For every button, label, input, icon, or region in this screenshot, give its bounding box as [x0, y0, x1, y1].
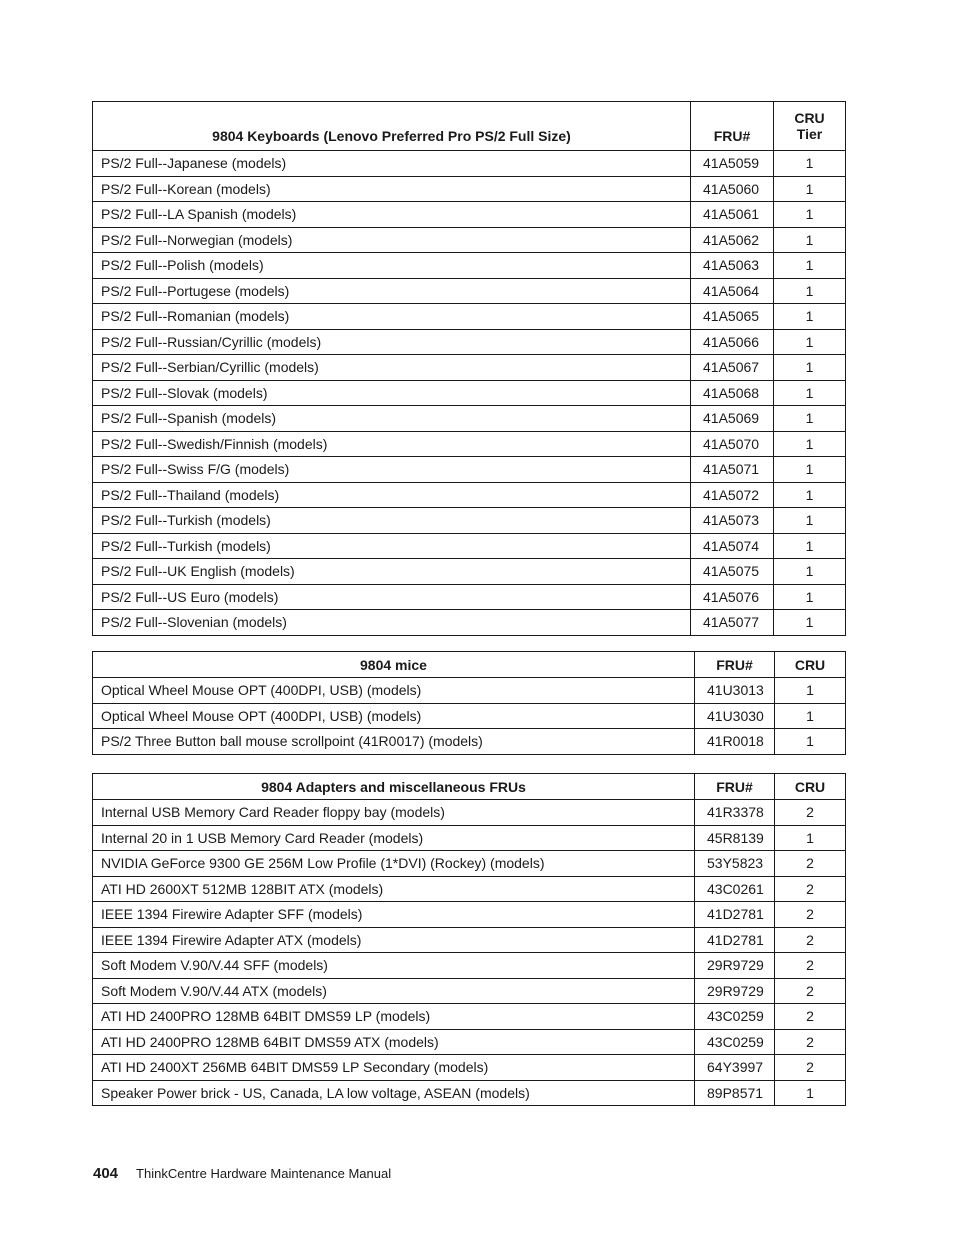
row-description: PS/2 Full--Slovak (models) [93, 380, 691, 406]
page-footer [93, 1165, 391, 1182]
row-fru-number: 41A5074 [691, 533, 774, 559]
row-cru-value: 1 [774, 176, 846, 202]
row-cru-value: 1 [774, 431, 846, 457]
table-row [93, 825, 846, 851]
row-fru-number: 89P8571 [695, 1080, 775, 1106]
cru-tier-column-header [774, 102, 846, 151]
keyboards-table-title: 9804 Keyboards (Lenovo Preferred Pro PS/2 Full Size) [93, 102, 691, 151]
row-fru-number: 41A5077 [691, 610, 774, 636]
row-fru-number: 41A5060 [691, 176, 774, 202]
row-fru-number: 43C0259 [695, 1004, 775, 1030]
row-fru-number: 29R9729 [695, 953, 775, 979]
row-description: PS/2 Full--Thailand (models) [93, 482, 691, 508]
row-fru-number: 41A5065 [691, 304, 774, 330]
row-cru-value: 1 [774, 380, 846, 406]
row-fru-number: 41R3378 [695, 800, 775, 826]
row-cru-value: 2 [775, 851, 846, 877]
row-description: PS/2 Full--Polish (models) [93, 253, 691, 279]
row-cru-value: 1 [774, 151, 846, 177]
fru-column-header: FRU# [691, 102, 774, 151]
row-cru-value: 1 [774, 559, 846, 585]
table-row [93, 304, 846, 330]
row-fru-number: 45R8139 [695, 825, 775, 851]
table-row [93, 253, 846, 279]
row-description: PS/2 Full--Slovenian (models) [93, 610, 691, 636]
row-cru-value: 1 [774, 202, 846, 228]
row-description: Speaker Power brick - US, Canada, LA low voltage, ASEAN (models) [93, 1080, 695, 1106]
row-cru-value: 2 [775, 876, 846, 902]
table-header-row [93, 102, 846, 151]
table-row [93, 678, 846, 704]
table-row [93, 406, 846, 432]
table-row [93, 953, 846, 979]
page-number: 404 [93, 1165, 119, 1182]
table-header-row [93, 774, 846, 800]
table-row [93, 508, 846, 534]
row-cru-value: 1 [774, 304, 846, 330]
row-fru-number: 41A5073 [691, 508, 774, 534]
row-fru-number: 41A5059 [691, 151, 774, 177]
table-row [93, 584, 846, 610]
cru-header-line: CRU [794, 110, 825, 126]
row-cru-value: 1 [775, 1080, 846, 1106]
table-row [93, 355, 846, 381]
table-row [93, 533, 846, 559]
row-cru-value: 1 [774, 329, 846, 355]
adapters-rows [93, 800, 846, 1106]
row-fru-number: 64Y3997 [695, 1055, 775, 1081]
row-cru-value: 2 [775, 800, 846, 826]
table-row [93, 851, 846, 877]
row-description: PS/2 Full--US Euro (models) [93, 584, 691, 610]
manual-title: ThinkCentre Hardware Maintenance Manual [136, 1166, 392, 1181]
adapters-table [92, 773, 846, 1106]
row-cru-value: 2 [775, 927, 846, 953]
row-description: PS/2 Full--Swiss F/G (models) [93, 457, 691, 483]
row-description: Internal USB Memory Card Reader floppy bay (models) [93, 800, 695, 826]
table-row [93, 482, 846, 508]
row-description: PS/2 Full--Serbian/Cyrillic (models) [93, 355, 691, 381]
fru-column-header: FRU# [695, 652, 775, 678]
row-fru-number: 41A5061 [691, 202, 774, 228]
row-fru-number: 29R9729 [695, 978, 775, 1004]
table-row [93, 380, 846, 406]
row-description: PS/2 Full--Romanian (models) [93, 304, 691, 330]
row-description: PS/2 Full--Japanese (models) [93, 151, 691, 177]
row-cru-value: 2 [775, 953, 846, 979]
row-fru-number: 41A5063 [691, 253, 774, 279]
table-row [93, 800, 846, 826]
row-cru-value: 2 [775, 1004, 846, 1030]
table-row [93, 329, 846, 355]
mice-table [92, 651, 846, 755]
table-row [93, 978, 846, 1004]
fru-column-header: FRU# [695, 774, 775, 800]
row-description: ATI HD 2400PRO 128MB 64BIT DMS59 LP (models) [93, 1004, 695, 1030]
row-fru-number: 41A5067 [691, 355, 774, 381]
row-description: PS/2 Full--Korean (models) [93, 176, 691, 202]
row-cru-value: 1 [775, 703, 846, 729]
row-cru-value: 1 [774, 533, 846, 559]
row-description: PS/2 Full--Russian/Cyrillic (models) [93, 329, 691, 355]
table-row [93, 457, 846, 483]
row-description: Soft Modem V.90/V.44 ATX (models) [93, 978, 695, 1004]
table-row [93, 610, 846, 636]
row-cru-value: 2 [775, 978, 846, 1004]
row-description: PS/2 Full--Norwegian (models) [93, 227, 691, 253]
keyboards-rows [93, 151, 846, 636]
row-fru-number: 41D2781 [695, 902, 775, 928]
cru-column-header: CRU [775, 652, 846, 678]
keyboards-table [92, 101, 846, 636]
row-fru-number: 41R0018 [695, 729, 775, 755]
row-cru-value: 1 [774, 482, 846, 508]
table-header-row [93, 652, 846, 678]
row-description: IEEE 1394 Firewire Adapter SFF (models) [93, 902, 695, 928]
table-row [93, 1029, 846, 1055]
table-row [93, 703, 846, 729]
row-fru-number: 43C0259 [695, 1029, 775, 1055]
row-description: PS/2 Full--LA Spanish (models) [93, 202, 691, 228]
row-cru-value: 1 [774, 457, 846, 483]
row-cru-value: 1 [774, 253, 846, 279]
table-row [93, 227, 846, 253]
row-cru-value: 2 [775, 1055, 846, 1081]
row-cru-value: 1 [775, 678, 846, 704]
row-fru-number: 41A5069 [691, 406, 774, 432]
table-row [93, 559, 846, 585]
row-cru-value: 1 [775, 729, 846, 755]
tier-header-line: Tier [796, 126, 823, 142]
table-row [93, 1080, 846, 1106]
table-row [93, 176, 846, 202]
row-description: ATI HD 2400XT 256MB 64BIT DMS59 LP Secondary (models) [93, 1055, 695, 1081]
row-fru-number: 41A5070 [691, 431, 774, 457]
row-description: Optical Wheel Mouse OPT (400DPI, USB) (models) [93, 678, 695, 704]
row-description: ATI HD 2600XT 512MB 128BIT ATX (models) [93, 876, 695, 902]
row-cru-value: 1 [774, 406, 846, 432]
row-cru-value: 1 [774, 610, 846, 636]
row-fru-number: 41A5071 [691, 457, 774, 483]
row-description: PS/2 Full--Swedish/Finnish (models) [93, 431, 691, 457]
row-fru-number: 41A5062 [691, 227, 774, 253]
row-fru-number: 41A5075 [691, 559, 774, 585]
mice-table-title: 9804 mice [93, 652, 695, 678]
row-cru-value: 2 [775, 1029, 846, 1055]
row-fru-number: 41D2781 [695, 927, 775, 953]
table-row [93, 278, 846, 304]
row-description: PS/2 Full--UK English (models) [93, 559, 691, 585]
row-fru-number: 41A5066 [691, 329, 774, 355]
row-fru-number: 41A5072 [691, 482, 774, 508]
row-description: NVIDIA GeForce 9300 GE 256M Low Profile (1*DVI) (Rockey) (models) [93, 851, 695, 877]
row-description: IEEE 1394 Firewire Adapter ATX (models) [93, 927, 695, 953]
row-cru-value: 1 [774, 355, 846, 381]
row-description: Internal 20 in 1 USB Memory Card Reader (models) [93, 825, 695, 851]
table-row [93, 1004, 846, 1030]
row-fru-number: 43C0261 [695, 876, 775, 902]
row-fru-number: 41A5076 [691, 584, 774, 610]
row-description: PS/2 Full--Turkish (models) [93, 508, 691, 534]
row-description: PS/2 Full--Spanish (models) [93, 406, 691, 432]
row-cru-value: 1 [775, 825, 846, 851]
mice-rows [93, 678, 846, 755]
row-cru-value: 1 [774, 278, 846, 304]
table-row [93, 927, 846, 953]
row-cru-value: 2 [775, 902, 846, 928]
adapters-table-title: 9804 Adapters and miscellaneous FRUs [93, 774, 695, 800]
row-cru-value: 1 [774, 508, 846, 534]
table-row [93, 151, 846, 177]
table-row [93, 902, 846, 928]
table-row [93, 202, 846, 228]
row-cru-value: 1 [774, 584, 846, 610]
row-fru-number: 41U3030 [695, 703, 775, 729]
table-row [93, 876, 846, 902]
row-description: PS/2 Full--Turkish (models) [93, 533, 691, 559]
table-row [93, 729, 846, 755]
row-fru-number: 41A5068 [691, 380, 774, 406]
row-fru-number: 41U3013 [695, 678, 775, 704]
row-cru-value: 1 [774, 227, 846, 253]
row-description: ATI HD 2400PRO 128MB 64BIT DMS59 ATX (models) [93, 1029, 695, 1055]
row-fru-number: 53Y5823 [695, 851, 775, 877]
row-fru-number: 41A5064 [691, 278, 774, 304]
row-description: Soft Modem V.90/V.44 SFF (models) [93, 953, 695, 979]
table-row [93, 1055, 846, 1081]
row-description: PS/2 Full--Portugese (models) [93, 278, 691, 304]
table-row [93, 431, 846, 457]
cru-column-header: CRU [775, 774, 846, 800]
row-description: Optical Wheel Mouse OPT (400DPI, USB) (models) [93, 703, 695, 729]
row-description: PS/2 Three Button ball mouse scrollpoint (41R0017) (models) [93, 729, 695, 755]
